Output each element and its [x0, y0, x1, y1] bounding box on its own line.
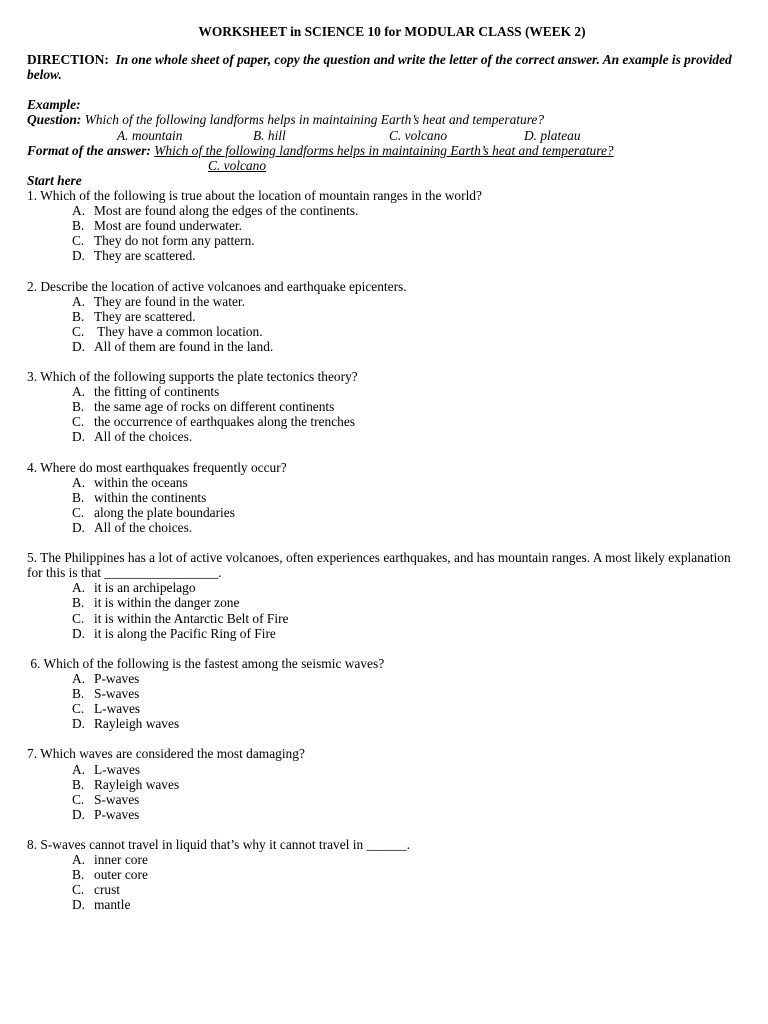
worksheet-page: [27, 24, 743, 912]
answer-options: [27, 294, 743, 354]
option-text: All of them are found in the land.: [94, 338, 274, 354]
answer-option: [27, 882, 743, 897]
answer-option: [27, 309, 743, 324]
option-letter: A.: [72, 474, 86, 490]
option-letter: D.: [72, 520, 86, 535]
answer-options: [27, 475, 743, 535]
answer-option: [27, 701, 743, 716]
answer-option: [27, 777, 743, 792]
answer-option: [27, 324, 743, 339]
question-text: 3. Which of the following supports the plate tectonics theory?: [27, 369, 358, 385]
option-text: it is an archipelago: [94, 580, 196, 596]
option-letter: D.: [72, 716, 86, 732]
option-letter: A.: [72, 670, 86, 686]
answer-option: [27, 294, 743, 309]
answer-option: [27, 716, 743, 731]
option-text: All of the choices.: [94, 429, 193, 445]
option-text: crust: [94, 882, 121, 898]
option-text: Most are found underwater.: [94, 218, 242, 234]
answer-options: [27, 852, 743, 912]
option-text: They do not form any pattern.: [94, 233, 255, 249]
question-text: 8. S-waves cannot travel in liquid that’s why it cannot travel in ______.: [27, 836, 411, 852]
option-letter: D.: [72, 897, 86, 913]
question-block: [27, 746, 743, 837]
option-text: P-waves: [94, 806, 140, 822]
option-letter: B.: [72, 308, 85, 324]
option-letter: A.: [72, 761, 86, 777]
option-letter: D.: [72, 429, 86, 445]
option-letter: D.: [72, 806, 86, 822]
answer-options: [27, 762, 743, 822]
option-text: All of the choices.: [94, 520, 193, 535]
option-letter: A.: [72, 203, 86, 219]
answer-option: [27, 762, 743, 777]
question-text: 5. The Philippines has a lot of active volcanoes, often experiences earthquakes, and has mountain ranges. A most likely explanation for this is that _________________.: [27, 550, 735, 581]
example-question-label: Question:: [27, 112, 82, 128]
answer-option: [27, 520, 743, 535]
option-letter: B.: [72, 776, 85, 792]
option-letter: A.: [72, 580, 86, 596]
option-text: S-waves: [94, 686, 140, 702]
question-block: [27, 188, 743, 279]
worksheet-title: WORKSHEET in SCIENCE 10 for MODULAR CLASS (WEEK 2): [198, 24, 586, 39]
answer-option: [27, 897, 743, 912]
option-text: outer core: [94, 867, 148, 883]
question-text: 6. Which of the following is the fastest among the seismic waves?: [27, 655, 385, 671]
example-format-label: Format of the answer:: [27, 142, 151, 158]
question-block: [27, 279, 743, 370]
option-text: They are found in the water.: [94, 293, 245, 309]
question-list: [27, 188, 743, 913]
answer-option: [27, 218, 743, 233]
option-letter: C.: [72, 323, 85, 339]
option-letter: A.: [72, 384, 86, 400]
example-option: A. mountain: [117, 127, 183, 143]
example-question: [27, 112, 743, 127]
answer-option: [27, 611, 743, 626]
answer-option: [27, 626, 743, 641]
option-letter: D.: [72, 338, 86, 354]
direction-paragraph: [27, 52, 743, 82]
answer-option: [27, 339, 743, 354]
option-letter: B.: [72, 399, 85, 415]
answer-option: [27, 490, 743, 505]
question-block: [27, 460, 743, 551]
answer-option: [27, 203, 743, 218]
start-here-label: Start here: [27, 172, 82, 188]
answer-option: [27, 686, 743, 701]
option-text: it is within the danger zone: [94, 595, 240, 611]
answer-option: [27, 384, 743, 399]
answer-options: [27, 384, 743, 444]
example-label: Example:: [27, 97, 81, 113]
option-letter: A.: [72, 293, 86, 309]
option-text: They have a common location.: [94, 323, 263, 339]
option-letter: C.: [72, 233, 85, 249]
answer-option: [27, 867, 743, 882]
option-letter: C.: [72, 610, 85, 626]
example-option: C. volcano: [389, 127, 448, 143]
question-block: [27, 550, 743, 656]
option-text: They are scattered.: [94, 248, 196, 264]
example-option: D. plateau: [524, 127, 581, 143]
option-text: the occurrence of earthquakes along the trenches: [94, 414, 355, 430]
option-text: along the plate boundaries: [94, 504, 235, 520]
option-text: They are scattered.: [94, 308, 196, 324]
question-text: 1. Which of the following is true about the location of mountain ranges in the world?: [27, 187, 482, 203]
question-block: [27, 837, 743, 912]
option-text: it is along the Pacific Ring of Fire: [94, 625, 276, 641]
answer-options: [27, 580, 743, 640]
option-text: Most are found along the edges of the continents.: [94, 203, 359, 219]
option-letter: B.: [72, 686, 85, 702]
example-format-answer: C. volcano: [208, 157, 267, 173]
answer-option: [27, 580, 743, 595]
answer-option: [27, 807, 743, 822]
option-text: L-waves: [94, 701, 141, 717]
option-text: inner core: [94, 852, 148, 868]
question-text: 2. Describe the location of active volcanoes and earthquake epicenters.: [27, 278, 407, 294]
option-text: S-waves: [94, 791, 140, 807]
option-text: within the continents: [94, 489, 207, 505]
option-letter: D.: [72, 625, 86, 641]
option-letter: D.: [72, 248, 86, 264]
option-letter: A.: [72, 852, 86, 868]
answer-option: [27, 399, 743, 414]
option-text: the fitting of continents: [94, 384, 220, 400]
example-format: [27, 143, 743, 158]
question-text: 4. Where do most earthquakes frequently occur?: [27, 459, 287, 475]
direction-text: In one whole sheet of paper, copy the question and write the letter of the correct answer. An example is provided below.: [27, 52, 732, 83]
option-text: Rayleigh waves: [94, 776, 180, 792]
option-text: within the oceans: [94, 474, 188, 490]
option-text: it is within the Antarctic Belt of Fire: [94, 610, 289, 626]
direction-label: DIRECTION:: [27, 52, 109, 68]
option-letter: C.: [72, 882, 85, 898]
option-letter: B.: [72, 595, 85, 611]
question-block: [27, 369, 743, 460]
answer-options: [27, 671, 743, 731]
option-letter: C.: [72, 504, 85, 520]
option-letter: B.: [72, 218, 85, 234]
question-block: [27, 656, 743, 747]
example-question-text: Which of the following landforms helps in maintaining Earth’s heat and temperature?: [84, 112, 545, 128]
answer-option: [27, 429, 743, 444]
question-text: 7. Which waves are considered the most damaging?: [27, 746, 305, 762]
option-text: mantle: [94, 897, 131, 913]
example-options: [27, 128, 743, 143]
option-letter: C.: [72, 791, 85, 807]
answer-option: [27, 233, 743, 248]
option-text: the same age of rocks on different continents: [94, 399, 335, 415]
answer-option: [27, 248, 743, 263]
option-letter: C.: [72, 701, 85, 717]
example-format-text: Which of the following landforms helps in maintaining Earth’s heat and temperature?: [154, 142, 614, 158]
answer-option: [27, 505, 743, 520]
option-text: P-waves: [94, 670, 140, 686]
option-letter: B.: [72, 867, 85, 883]
option-text: L-waves: [94, 761, 141, 777]
option-letter: B.: [72, 489, 85, 505]
answer-option: [27, 475, 743, 490]
answer-option: [27, 852, 743, 867]
example-option: B. hill: [253, 127, 286, 143]
answer-option: [27, 414, 743, 429]
answer-option: [27, 595, 743, 610]
answer-option: [27, 671, 743, 686]
option-letter: C.: [72, 414, 85, 430]
option-text: Rayleigh waves: [94, 716, 180, 732]
answer-option: [27, 792, 743, 807]
answer-options: [27, 203, 743, 263]
